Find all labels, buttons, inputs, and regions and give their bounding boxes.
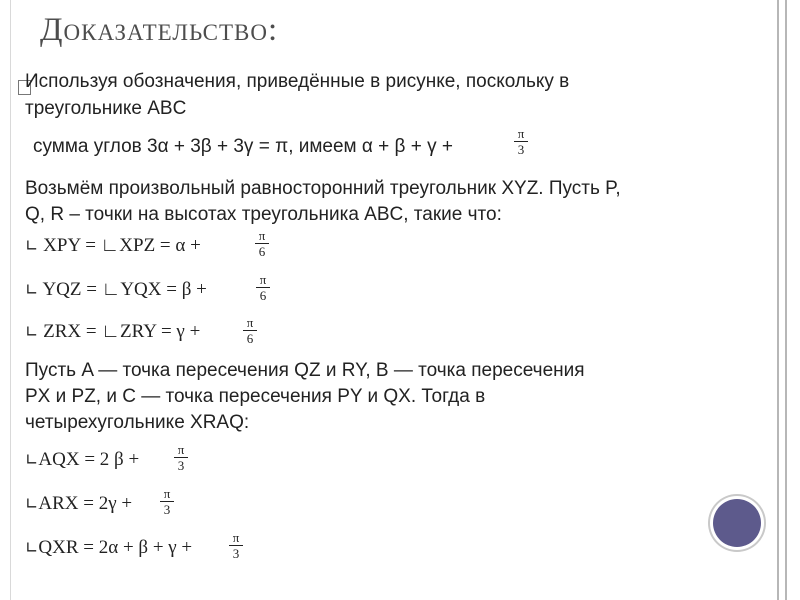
fraction-numerator: π	[259, 272, 267, 287]
fraction-numerator: π	[177, 442, 185, 457]
equation-arx	[25, 493, 132, 515]
equation-aqx	[25, 449, 139, 471]
decorative-circle	[713, 499, 761, 547]
angle-symbol: ∟	[25, 280, 39, 299]
fraction-denominator: 3	[177, 458, 185, 473]
fraction-numerator: π	[246, 315, 254, 330]
equation-text: AQX = 2 β +	[38, 449, 140, 470]
angle-sum-statement: сумма углов 3α + 3β + 3γ = π, имеем α + β + γ +	[33, 136, 453, 157]
rail-line	[785, 0, 787, 600]
fraction-numerator: π	[517, 126, 525, 141]
fraction-denominator: 6	[258, 244, 266, 259]
fraction-pi-over-3	[160, 487, 174, 516]
equation-zrx	[25, 321, 200, 343]
fraction-pi-over-6	[256, 273, 270, 302]
paragraph-3-line-3: четырехугольнике XRAQ:	[25, 412, 250, 433]
fraction-numerator: π	[258, 228, 266, 243]
angle-symbol: ∟	[25, 494, 39, 513]
fraction-numerator: π	[163, 486, 171, 501]
paragraph-2-line-2: Q, R – точки на высотах треугольника ABC, такие что:	[25, 204, 502, 225]
fraction-pi-over-3	[229, 531, 243, 560]
paragraph-2-line-1: Возьмём произвольный равносторонний треугольник XYZ. Пусть P,	[25, 178, 621, 199]
fraction-denominator: 6	[246, 331, 254, 346]
fraction-numerator: π	[232, 530, 240, 545]
equation-text: ZRX = ∟ZRY = γ +	[43, 321, 201, 342]
equation-text: YQZ = ∟YQX = β +	[42, 279, 207, 300]
equation-qxr	[25, 537, 192, 559]
rail-line	[777, 0, 779, 600]
fraction-pi-over-3	[514, 127, 528, 156]
equation-text: XPY = ∟XPZ = α +	[43, 235, 201, 256]
angle-symbol: ∟	[25, 450, 39, 469]
paragraph-1-line-2: треугольнике ABC	[25, 98, 187, 119]
fraction-denominator: 3	[232, 546, 240, 561]
fraction-pi-over-3	[174, 443, 188, 472]
angle-symbol: ∟	[25, 322, 39, 341]
paragraph-1-line-1: Используя обозначения, приведённые в рисунке, поскольку в	[25, 71, 570, 92]
fraction-denominator: 3	[163, 502, 171, 517]
slide-side-rail	[771, 0, 800, 600]
fraction-pi-over-6	[243, 316, 257, 345]
equation-text: QXR = 2α + β + γ +	[38, 537, 193, 558]
fraction-denominator: 6	[259, 288, 267, 303]
paragraph-3-line-2: PX и PZ, и C — точка пересечения PY и QX. Тогда в	[25, 386, 486, 407]
fraction-denominator: 3	[517, 142, 525, 157]
equation-text: ARX = 2γ +	[38, 493, 133, 514]
slide-title: Доказательство:	[40, 12, 279, 48]
equation-xpy	[25, 235, 201, 257]
fraction-pi-over-6	[255, 229, 269, 258]
paragraph-3-line-1: Пусть A — точка пересечения QZ и RY, B — точка пересечения	[25, 360, 585, 381]
angle-symbol: ∟	[25, 538, 39, 557]
equation-yqz	[25, 279, 207, 301]
angle-symbol: ∟	[25, 236, 39, 255]
